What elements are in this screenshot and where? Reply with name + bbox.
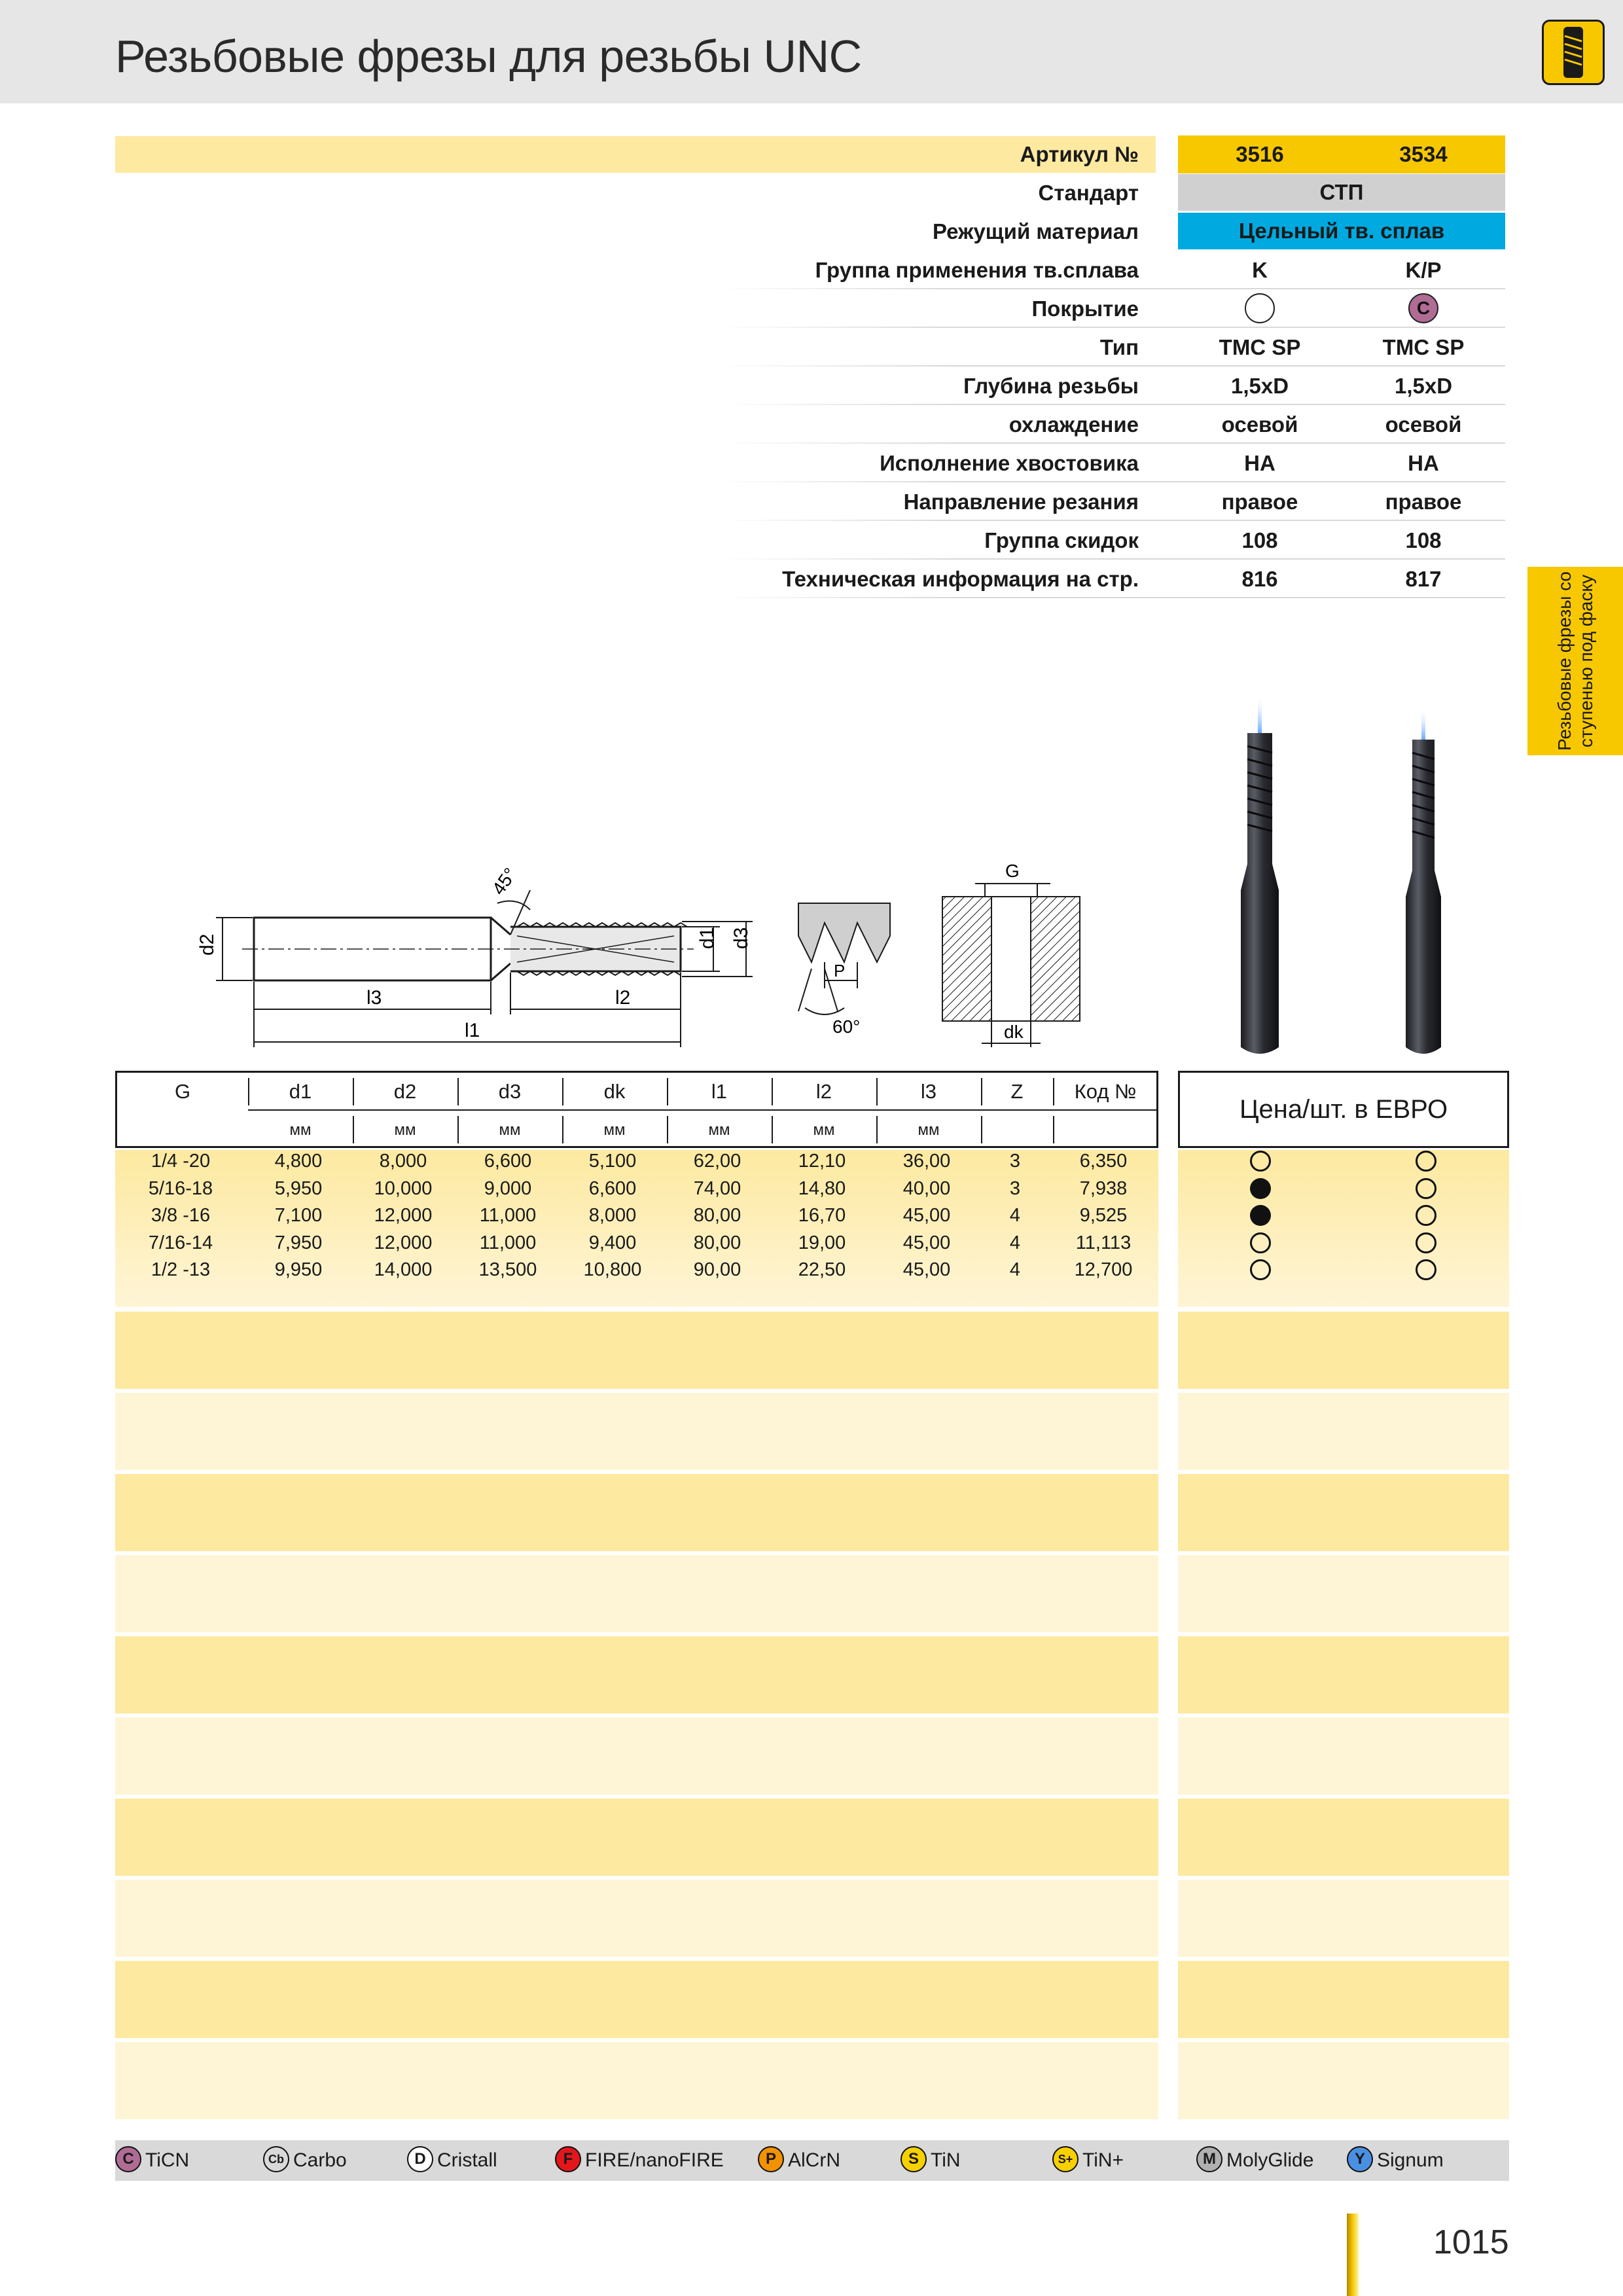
legend-item [1052,2140,1124,2181]
spec-value: TMC SP [1219,335,1301,359]
spec-value: HA [1244,451,1275,475]
spec-row-type [720,329,1505,367]
table-cell: 9,000 [484,1177,532,1199]
divider [457,1116,459,1143]
table-cell: 7/16-14 [148,1232,213,1253]
spec-label: Направление резания [903,490,1139,514]
spec-row-shank [720,444,1505,482]
coating-legend [115,2140,1509,2181]
divider [720,597,1505,598]
empty-circle-icon [1245,293,1275,323]
spec-value: 108 [1241,528,1278,552]
spec-label: Покрытие [1031,296,1139,321]
tool-photo-3516 [1241,694,1279,1054]
material-value: Цельный тв. сплав [1178,213,1505,249]
empty-band [115,1799,1158,1876]
coating-symbol-icon: P [758,2146,784,2172]
label-l2: l2 [615,987,631,1009]
ticn-coating-icon: C [1408,293,1438,323]
legend-label: Carbo [293,2149,347,2171]
spec-label: Стандарт [1038,181,1139,205]
divider [981,1116,982,1143]
legend-label: AlCrN [788,2149,840,2171]
spec-label: Группа скидок [984,528,1139,552]
table-cell: 13,500 [478,1259,537,1280]
divider [667,1078,668,1105]
thread-hole-drawing [936,851,1086,1054]
empty-band [1178,1393,1509,1470]
table-cell: 40,00 [902,1177,951,1199]
divider [981,1078,982,1105]
col-l1: l1 [711,1080,728,1103]
spec-row-techinfo [720,560,1505,598]
empty-band [115,2042,1158,2119]
table-cell: 5/16-18 [148,1177,213,1199]
spec-row-coating [720,290,1505,328]
col-d2: d2 [393,1080,417,1103]
page-header [0,0,1623,103]
table-cell: 6,350 [1079,1151,1128,1172]
side-tab-label: Резьбовые фрезы со ступенью под фаску [1554,571,1596,751]
empty-band [1178,1555,1509,1632]
table-cell: 14,000 [374,1259,433,1280]
on-request-circle-icon [1250,1259,1271,1280]
table-cell: 45,00 [902,1232,951,1253]
spec-label: Глубина резьбы [963,374,1139,398]
empty-band [115,1393,1158,1470]
empty-band [1178,1474,1509,1551]
legend-item [1196,2140,1313,2181]
table-cell: 7,100 [274,1205,323,1226]
empty-band [1178,1312,1509,1389]
table-cell: 11,000 [479,1205,537,1226]
legend-item [555,2140,724,2181]
unit: мм [603,1121,626,1139]
divider [457,1078,459,1105]
price-header: Цена/шт. в ЕВРО [1178,1071,1509,1148]
coating-symbol-icon: C [115,2146,141,2172]
label-l1: l1 [465,1020,480,1041]
divider [720,558,1505,560]
table-cell: 80,00 [693,1232,741,1253]
spec-value: 1,5xD [1230,374,1289,398]
divider [720,365,1505,367]
table-cell: 12,000 [374,1205,433,1226]
table-cell: 12,700 [1074,1259,1133,1280]
table-cell: 1/4 -20 [151,1151,211,1172]
spec-value: осевой [1221,412,1298,437]
coating-symbol-icon: Y [1347,2146,1373,2172]
label-d3: d3 [730,927,752,949]
empty-band [115,1474,1158,1551]
table-cell: 6,600 [588,1177,637,1199]
empty-band [1178,1636,1509,1713]
legend-item [901,2140,961,2181]
table-cell: 8,000 [588,1205,637,1226]
spec-row-article [720,135,1505,173]
spec-row-cooling [720,406,1505,444]
spec-label: Режущий материал [932,219,1139,243]
table-cell: 10,000 [374,1177,433,1199]
divider [562,1116,563,1143]
empty-band [1178,1799,1509,1876]
divider [876,1116,878,1143]
tool-photos [1191,694,1505,1060]
table-cell: 16,70 [798,1205,846,1226]
spec-row-group [720,251,1505,289]
spec-value: 108 [1405,528,1442,552]
table-cell: 4 [1009,1205,1021,1226]
on-request-circle-icon [1416,1232,1436,1253]
divider [1053,1078,1054,1105]
col-d3: d3 [498,1080,522,1103]
empty-band [1178,1880,1509,1957]
table-cell: 12,000 [374,1232,433,1253]
table-cell: 11,000 [479,1232,537,1253]
legend-label: Cristall [437,2149,497,2171]
label-d2: d2 [196,933,218,956]
table-cell: 6,600 [484,1151,532,1172]
table-cell: 3 [1009,1177,1021,1199]
tool-dimension-drawing [190,857,766,1054]
empty-band [1178,1961,1509,2038]
col-l2: l2 [815,1080,832,1103]
table-cell: 22,50 [798,1259,846,1280]
col-code: Код № [1074,1080,1137,1103]
table-cell: 36,00 [902,1151,951,1172]
spec-value: 817 [1405,567,1442,591]
spec-row-depth [720,367,1505,405]
label-g: G [1005,861,1020,881]
legend-label: TiCN [145,2149,190,2171]
spec-value: 816 [1241,567,1278,591]
tool-photo-3534 [1406,707,1441,1054]
spec-label: охлаждение [1008,412,1139,437]
table-cell: 5,100 [588,1151,637,1172]
col-z: Z [1010,1080,1024,1103]
unit: мм [813,1121,835,1139]
legend-label: MolyGlide [1226,2149,1314,2171]
coating-symbol-icon: S+ [1052,2146,1079,2172]
divider [353,1116,354,1143]
spec-label: Исполнение хвостовика [880,451,1139,475]
table-cell: 3/8 -16 [151,1205,211,1226]
table-cell: 11,113 [1075,1232,1132,1253]
spec-value: правое [1221,490,1298,514]
table-cell: 62,00 [693,1151,741,1172]
table-cell: 4 [1009,1259,1021,1280]
legend-label: Signum [1377,2149,1444,2171]
table-cell: 10,800 [583,1259,642,1280]
table-cell: 9,400 [588,1232,637,1253]
coating-symbol-icon: Cb [263,2146,289,2172]
coating-symbol-icon: F [555,2146,581,2172]
table-cell: 12,10 [798,1151,846,1172]
divider [667,1116,668,1143]
legend-label: TiN [931,2149,961,2171]
table-cell: 74,00 [693,1177,741,1199]
page-number: 1015 [1433,2223,1509,2261]
label-d1: d1 [696,927,718,949]
table-cell: 45,00 [902,1259,951,1280]
spec-value: K/P [1405,258,1442,282]
divider [772,1116,773,1143]
spec-row-discount [720,522,1505,560]
legend-label: TiN+ [1082,2149,1124,2171]
spec-value: 1,5xD [1394,374,1453,398]
spec-label: Техническая информация на стр. [782,567,1139,591]
label-60-degrees: 60° [832,1016,861,1037]
standard-value: СТП [1178,174,1505,211]
col-dk: dk [603,1080,626,1103]
divider [720,481,1505,482]
divider [876,1078,878,1105]
col-g: G [174,1080,191,1103]
table-cell: 5,950 [274,1177,323,1199]
section-side-tab[interactable] [1527,567,1623,755]
on-request-circle-icon [1416,1178,1436,1199]
page-accent-bar [1347,2214,1359,2296]
coating-symbol-icon: D [407,2146,433,2172]
spec-value: HA [1408,451,1439,475]
empty-band [1178,1717,1509,1795]
on-request-circle-icon [1416,1151,1436,1172]
divider [353,1078,354,1105]
legend-item [1347,2140,1444,2181]
thread-mill-logo-icon [1542,20,1605,85]
label-l3: l3 [366,987,382,1009]
table-cell: 19,00 [798,1232,846,1253]
spec-label: Группа применения тв.сплава [815,258,1139,282]
empty-band [115,1961,1158,2038]
spec-row-standard [720,174,1505,212]
empty-band [115,1880,1158,1957]
empty-band [1178,2042,1509,2119]
legend-item [263,2140,347,2181]
on-request-circle-icon [1250,1151,1271,1172]
legend-item [115,2140,189,2181]
label-dk: dk [1004,1022,1024,1042]
table-cell: 4 [1009,1232,1021,1253]
col-l3: l3 [920,1080,937,1103]
coating-symbol-icon: M [1196,2146,1222,2172]
legend-item [758,2140,840,2181]
unit: мм [394,1121,416,1139]
coating-ticn [1342,290,1505,328]
article-3534: 3534 [1342,135,1505,173]
available-dot-icon [1250,1205,1271,1226]
empty-band [115,1717,1158,1795]
empty-band [115,1312,1158,1389]
divider [720,327,1505,328]
table-cell: 9,525 [1079,1205,1128,1226]
available-dot-icon [1250,1178,1271,1199]
table-cell: 80,00 [693,1205,741,1226]
empty-band [115,1555,1158,1632]
spec-value: правое [1385,490,1462,514]
divider [720,442,1505,444]
col-d1: d1 [289,1080,312,1103]
unit: мм [708,1121,730,1139]
divider [720,520,1505,521]
table-cell: 4,800 [274,1151,323,1172]
table-cell: 8,000 [379,1151,427,1172]
unit: мм [289,1121,312,1139]
table-cell: 1/2 -13 [151,1259,211,1280]
price-rows-background [1178,1150,1509,1307]
thread-profile-drawing [792,897,897,1041]
coating-none [1178,290,1342,328]
divider [1053,1116,1054,1143]
spec-row-material [720,213,1505,251]
spec-value: осевой [1385,412,1462,437]
divider [720,404,1505,405]
on-request-circle-icon [1250,1232,1271,1253]
divider [562,1078,563,1105]
table-cell: 90,00 [693,1259,741,1280]
divider [720,288,1505,289]
spec-value: TMC SP [1382,335,1465,359]
divider [248,1109,1158,1111]
legend-item [407,2140,497,2181]
divider [248,1078,249,1105]
table-cell: 7,950 [274,1232,323,1253]
table-cell: 45,00 [902,1205,951,1226]
article-label: Артикул № [1020,142,1139,166]
on-request-circle-icon [1416,1205,1436,1226]
divider [772,1078,773,1105]
table-cell: 14,80 [798,1177,846,1199]
on-request-circle-icon [1416,1259,1436,1280]
page-title: Резьбовые фрезы для резьбы UNC [115,31,862,82]
spec-value: K [1252,258,1268,282]
table-cell: 7,938 [1079,1177,1128,1199]
legend-label: FIRE/nanoFIRE [585,2149,724,2171]
article-3516: 3516 [1178,135,1342,173]
spec-label: Тип [1099,335,1139,359]
table-cell: 9,950 [274,1259,323,1280]
spec-row-direction [720,483,1505,521]
empty-band [115,1636,1158,1713]
coating-symbol-icon: S [901,2146,927,2172]
table-header [115,1071,1158,1148]
table-cell: 3 [1009,1151,1021,1172]
unit: мм [918,1121,940,1139]
label-pitch: P [834,961,846,980]
label-angle-45: 45° [488,864,521,899]
unit: мм [499,1121,521,1139]
